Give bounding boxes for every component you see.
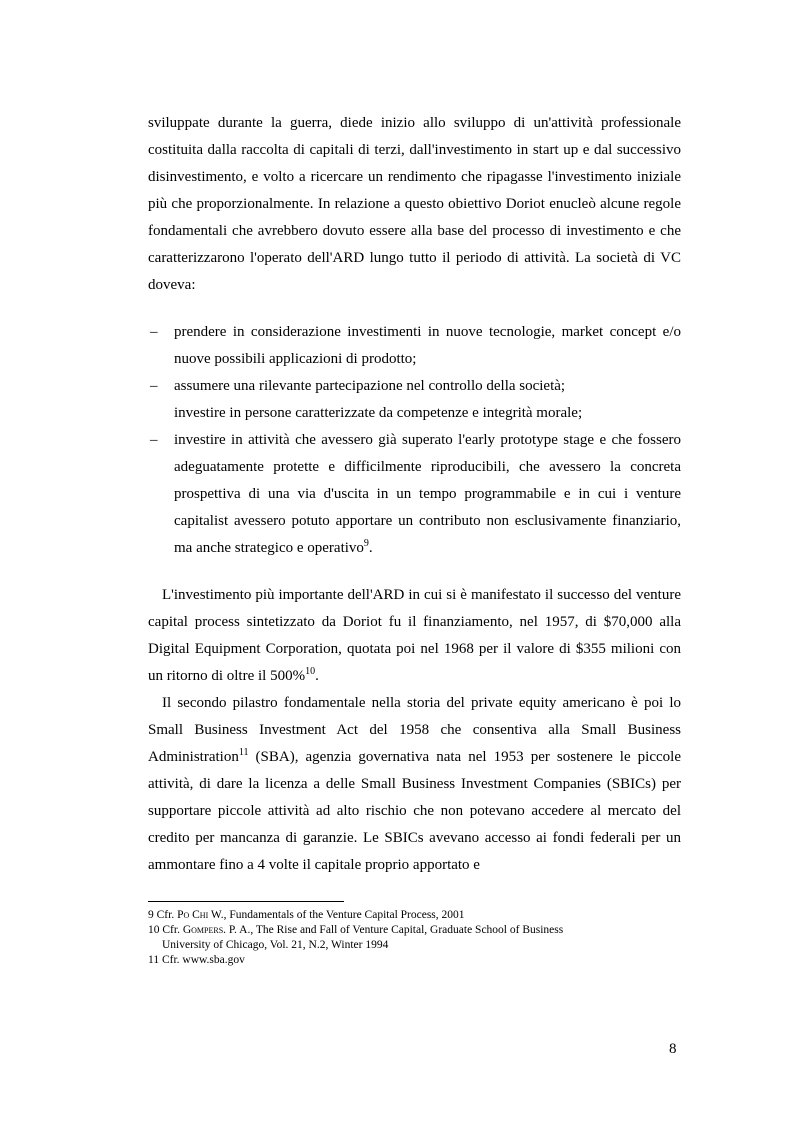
footnotes [148,908,681,968]
paragraph-end: . [315,668,319,684]
footnote-divider [148,901,344,902]
rules-list [148,319,681,400]
footnote-text: W., Fundamentals of the Venture Capital Process, 2001 [208,909,465,921]
list-item [148,427,681,562]
page-content [148,110,681,968]
footnote-10-continuation: University of Chicago, Vol. 21, N.2, Winter 1994 [162,939,389,951]
spacer [148,299,681,319]
footnote-prefix: 9 Cfr. [148,909,178,921]
dash-bullet: – [150,324,158,340]
footnote-ref: 9 [363,538,369,549]
footnote-author: Po Chi [177,909,209,921]
footnote-ref: 11 [238,747,249,758]
paragraph-text: Il secondo pilastro fondamentale nella storia del private equity americano è poi lo Small Business Investment Act del 1958 che consentiva alla Small Business Administration [148,695,681,765]
footnote-ref: 10 [305,666,316,677]
spacer [148,562,681,582]
paragraph-dec [148,582,681,690]
footnote-11: 11 Cfr. www.sba.gov [148,954,245,966]
list-item-text: investire in attività che avessero già superato l'early prototype stage e che fossero adeguatamente protette e difficilmente riproducibili, che avessero la concreta prospettiva di una via d'uscita in un tempo programmabile e in cui i venture capitalist avessero potuto apportare un contributo non esclusivamente finanziario, ma anche strategico e operativo [174,432,681,556]
rules-list-continued [148,427,681,562]
dash-bullet: – [150,432,158,448]
footnote-9 [148,908,681,923]
list-item-end: . [368,540,373,556]
footnote-text: . P. A., The Rise and Fall of Venture Capital, Graduate School of Business [223,924,564,936]
dash-bullet: – [150,378,158,394]
list-item-text: assumere una rilevante partecipazione nel controllo della società; [174,378,566,394]
list-item [148,319,681,373]
footnote-10 [148,923,681,938]
footnote-author: Gompers [182,924,224,936]
paragraph-intro: sviluppate durante la guerra, diede inizio allo sviluppo di un'attività professionale costituita dalla raccolta di capitali di terzi, dall'investimento in start up e dal successivo disinvestimento, e volto a ricercare un rendimento che ripagasse l'investimento iniziale più che proporzionalmente. In relazione a questo obiettivo Doriot enucleò alcune regole fondamentali che avrebbero dovuto essere alla base del processo di investimento e che caratterizzarono l'operato dell'ARD lungo tutto il periodo di attività. La società di VC doveva: [148,115,681,293]
list-item [148,373,681,400]
paragraph-text: L'investimento più importante dell'ARD in cui si è manifestato il successo del venture capital process sintetizzato da Doriot fu il finanziamento, nel 1957, di $70,000 alla Digital Equipment Corporation, quotata poi nel 1968 per il valore di $355 milioni con un ritorno di oltre il 500% [148,587,681,684]
paragraph-sba [148,690,681,879]
list-item-continuation: investire in persone caratterizzate da competenze e integrità morale; [174,405,583,421]
page-number: 8 [669,1041,677,1057]
paragraph-text-continued: (SBA), agenzia governativa nata nel 1953 per sostenere le piccole attività, di dare la licenza a delle Small Business Investment Companies (SBICs) per supportare piccole attività ad alto rischio che non potevano accedere al mercato del credito per mancanza di garanzie. Le SBICs avevano accesso ai fondi federali per un ammontare fino a 4 volte il capitale proprio apportato e [148,749,681,873]
list-item-text: prendere in considerazione investimenti in nuove tecnologie, market concept e/o nuove possibili applicazioni di prodotto; [174,324,681,367]
footnote-prefix: 10 Cfr. [148,924,183,936]
